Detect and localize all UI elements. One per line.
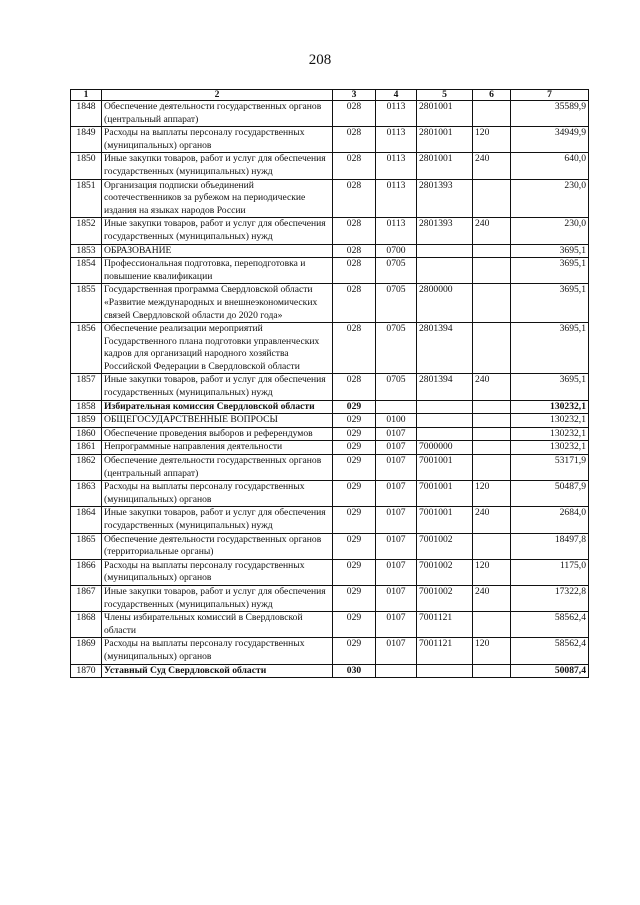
row-section-cell: 0107 [376, 507, 417, 533]
row-name-cell: Иные закупки товаров, работ и услуг для обеспечения государственных (муниципальных) нужд [102, 153, 333, 179]
row-value-cell: 3695,1 [511, 244, 589, 258]
row-section-cell: 0107 [376, 481, 417, 507]
table-row [71, 323, 589, 374]
row-code-cell: 029 [333, 612, 376, 638]
row-section-cell: 0107 [376, 533, 417, 559]
row-value-cell: 130232,1 [511, 427, 589, 441]
row-code-cell: 030 [333, 664, 376, 678]
table-row [71, 153, 589, 179]
row-code-cell: 029 [333, 441, 376, 455]
row-code-cell: 029 [333, 638, 376, 664]
row-name-cell: Организация подписки объединений соотечественников за рубежом на периодические издания на языках народов России [102, 179, 333, 218]
table-row [71, 179, 589, 218]
row-number-cell: 1857 [71, 374, 102, 400]
row-number-cell: 1859 [71, 414, 102, 428]
row-section-cell: 0113 [376, 179, 417, 218]
row-number-cell: 1850 [71, 153, 102, 179]
row-type-cell: 120 [473, 127, 511, 153]
row-section-cell: 0705 [376, 374, 417, 400]
row-value-cell: 1175,0 [511, 559, 589, 585]
row-target-cell: 2801394 [417, 323, 473, 374]
row-value-cell: 53171,9 [511, 455, 589, 481]
table-row [71, 127, 589, 153]
row-section-cell: 0113 [376, 153, 417, 179]
row-number-cell: 1869 [71, 638, 102, 664]
row-name-cell: Государственная программа Свердловской области «Развитие международных и внешнеэкономических связей Свердловской области до 2020 года» [102, 284, 333, 323]
row-value-cell: 58562,4 [511, 612, 589, 638]
row-code-cell: 029 [333, 559, 376, 585]
row-name-cell: Иные закупки товаров, работ и услуг для обеспечения государственных (муниципальных) нужд [102, 507, 333, 533]
row-code-cell: 029 [333, 585, 376, 611]
row-type-cell [473, 244, 511, 258]
row-value-cell: 3695,1 [511, 284, 589, 323]
table-row [71, 455, 589, 481]
row-value-cell: 130232,1 [511, 400, 589, 414]
table-row [71, 585, 589, 611]
table-row [71, 638, 589, 664]
row-target-cell: 2801394 [417, 374, 473, 400]
row-code-cell: 028 [333, 153, 376, 179]
row-code-cell: 029 [333, 533, 376, 559]
row-type-cell: 120 [473, 638, 511, 664]
row-target-cell [417, 414, 473, 428]
row-code-cell: 029 [333, 427, 376, 441]
header-col-7: 7 [511, 90, 589, 101]
row-section-cell: 0113 [376, 127, 417, 153]
row-name-cell: Расходы на выплаты персоналу государственных (муниципальных) органов [102, 559, 333, 585]
row-number-cell: 1868 [71, 612, 102, 638]
row-value-cell: 3695,1 [511, 258, 589, 284]
row-number-cell: 1863 [71, 481, 102, 507]
table-row [71, 244, 589, 258]
row-name-cell: Непрограммные направления деятельности [102, 441, 333, 455]
row-target-cell: 7001002 [417, 559, 473, 585]
row-section-cell: 0705 [376, 323, 417, 374]
row-section-cell: 0107 [376, 559, 417, 585]
row-code-cell: 028 [333, 179, 376, 218]
row-target-cell [417, 400, 473, 414]
row-code-cell: 029 [333, 455, 376, 481]
row-value-cell: 2684,0 [511, 507, 589, 533]
row-number-cell: 1860 [71, 427, 102, 441]
header-col-4: 4 [376, 90, 417, 101]
row-code-cell: 028 [333, 323, 376, 374]
row-value-cell: 50487,9 [511, 481, 589, 507]
row-section-cell: 0107 [376, 585, 417, 611]
row-number-cell: 1866 [71, 559, 102, 585]
header-col-2: 2 [102, 90, 333, 101]
row-section-cell: 0705 [376, 258, 417, 284]
row-section-cell: 0107 [376, 441, 417, 455]
table-row [71, 258, 589, 284]
row-value-cell: 17322,8 [511, 585, 589, 611]
row-code-cell: 029 [333, 481, 376, 507]
row-code-cell: 029 [333, 400, 376, 414]
table-row [71, 400, 589, 414]
row-type-cell [473, 612, 511, 638]
table-row [71, 612, 589, 638]
row-target-cell: 7001121 [417, 638, 473, 664]
row-target-cell: 7001001 [417, 481, 473, 507]
row-name-cell: Члены избирательных комиссий в Свердловской области [102, 612, 333, 638]
row-name-cell: Избирательная комиссия Свердловской области [102, 400, 333, 414]
page-number: 208 [308, 52, 332, 68]
row-value-cell: 18497,8 [511, 533, 589, 559]
row-target-cell: 2800000 [417, 284, 473, 323]
table-row [71, 427, 589, 441]
table-row [71, 441, 589, 455]
row-target-cell: 7001002 [417, 585, 473, 611]
row-type-cell: 240 [473, 374, 511, 400]
row-number-cell: 1858 [71, 400, 102, 414]
table-row [71, 101, 589, 127]
row-value-cell: 58562,4 [511, 638, 589, 664]
row-type-cell [473, 400, 511, 414]
row-value-cell: 50087,4 [511, 664, 589, 678]
table-row [71, 218, 589, 244]
row-section-cell: 0113 [376, 218, 417, 244]
row-value-cell: 230,0 [511, 179, 589, 218]
row-target-cell [417, 427, 473, 441]
row-name-cell: Профессиональная подготовка, переподготовка и повышение квалификации [102, 258, 333, 284]
row-name-cell: ОБЩЕГОСУДАРСТВЕННЫЕ ВОПРОСЫ [102, 414, 333, 428]
row-type-cell [473, 455, 511, 481]
row-target-cell: 2801393 [417, 179, 473, 218]
row-value-cell: 34949,9 [511, 127, 589, 153]
row-type-cell: 240 [473, 153, 511, 179]
row-value-cell: 130232,1 [511, 441, 589, 455]
row-type-cell [473, 533, 511, 559]
row-number-cell: 1865 [71, 533, 102, 559]
row-code-cell: 028 [333, 284, 376, 323]
table-row [71, 414, 589, 428]
row-number-cell: 1861 [71, 441, 102, 455]
row-section-cell: 0107 [376, 427, 417, 441]
row-number-cell: 1864 [71, 507, 102, 533]
row-section-cell: 0113 [376, 101, 417, 127]
row-name-cell: Обеспечение деятельности государственных органов (центральный аппарат) [102, 455, 333, 481]
table-row [71, 374, 589, 400]
row-name-cell: Обеспечение реализации мероприятий Государственного плана подготовки управленческих кадров для организаций народного хозяйства Российской Федерации в Свердловской области [102, 323, 333, 374]
row-number-cell: 1853 [71, 244, 102, 258]
row-section-cell: 0700 [376, 244, 417, 258]
row-value-cell: 130232,1 [511, 414, 589, 428]
row-section-cell: 0107 [376, 638, 417, 664]
row-type-cell: 120 [473, 481, 511, 507]
row-number-cell: 1855 [71, 284, 102, 323]
row-number-cell: 1851 [71, 179, 102, 218]
table-row [71, 664, 589, 678]
row-target-cell: 7001121 [417, 612, 473, 638]
row-code-cell: 028 [333, 127, 376, 153]
row-value-cell: 35589,9 [511, 101, 589, 127]
table-row [71, 559, 589, 585]
row-number-cell: 1849 [71, 127, 102, 153]
row-code-cell: 029 [333, 414, 376, 428]
row-type-cell [473, 284, 511, 323]
row-target-cell: 7001002 [417, 533, 473, 559]
row-type-cell: 120 [473, 559, 511, 585]
row-name-cell: Обеспечение деятельности государственных органов (центральный аппарат) [102, 101, 333, 127]
row-code-cell: 029 [333, 507, 376, 533]
row-number-cell: 1856 [71, 323, 102, 374]
row-target-cell: 7001001 [417, 455, 473, 481]
header-col-3: 3 [333, 90, 376, 101]
row-section-cell: 0100 [376, 414, 417, 428]
row-code-cell: 028 [333, 258, 376, 284]
row-section-cell: 0705 [376, 284, 417, 323]
row-number-cell: 1870 [71, 664, 102, 678]
row-name-cell: Расходы на выплаты персоналу государственных (муниципальных) органов [102, 127, 333, 153]
row-type-cell [473, 414, 511, 428]
row-target-cell [417, 664, 473, 678]
row-section-cell: 0107 [376, 612, 417, 638]
table-row [71, 533, 589, 559]
header-col-5: 5 [417, 90, 473, 101]
row-target-cell [417, 258, 473, 284]
row-type-cell [473, 441, 511, 455]
row-name-cell: Обеспечение проведения выборов и референдумов [102, 427, 333, 441]
row-target-cell: 2801393 [417, 218, 473, 244]
row-number-cell: 1852 [71, 218, 102, 244]
row-number-cell: 1848 [71, 101, 102, 127]
row-name-cell: Расходы на выплаты персоналу государственных (муниципальных) органов [102, 481, 333, 507]
row-target-cell: 7001001 [417, 507, 473, 533]
table-row [71, 507, 589, 533]
row-name-cell: Иные закупки товаров, работ и услуг для обеспечения государственных (муниципальных) нужд [102, 585, 333, 611]
row-section-cell [376, 400, 417, 414]
row-code-cell: 028 [333, 218, 376, 244]
row-type-cell [473, 427, 511, 441]
row-name-cell: Уставный Суд Свердловской области [102, 664, 333, 678]
row-value-cell: 3695,1 [511, 374, 589, 400]
row-name-cell: ОБРАЗОВАНИЕ [102, 244, 333, 258]
row-number-cell: 1854 [71, 258, 102, 284]
row-value-cell: 3695,1 [511, 323, 589, 374]
row-target-cell: 2801001 [417, 127, 473, 153]
header-col-1: 1 [71, 90, 102, 101]
row-type-cell [473, 101, 511, 127]
row-code-cell: 028 [333, 101, 376, 127]
row-target-cell: 2801001 [417, 101, 473, 127]
row-type-cell [473, 323, 511, 374]
row-type-cell: 240 [473, 585, 511, 611]
table-row [71, 284, 589, 323]
row-code-cell: 028 [333, 374, 376, 400]
row-target-cell: 2801001 [417, 153, 473, 179]
row-type-cell [473, 179, 511, 218]
row-target-cell: 7000000 [417, 441, 473, 455]
row-section-cell: 0107 [376, 455, 417, 481]
header-col-6: 6 [473, 90, 511, 101]
row-type-cell [473, 258, 511, 284]
row-name-cell: Расходы на выплаты персоналу государственных (муниципальных) органов [102, 638, 333, 664]
row-number-cell: 1867 [71, 585, 102, 611]
row-value-cell: 640,0 [511, 153, 589, 179]
row-name-cell: Иные закупки товаров, работ и услуг для обеспечения государственных (муниципальных) нужд [102, 218, 333, 244]
row-target-cell [417, 244, 473, 258]
row-name-cell: Обеспечение деятельности государственных органов (территориальные органы) [102, 533, 333, 559]
row-value-cell: 230,0 [511, 218, 589, 244]
row-section-cell [376, 664, 417, 678]
table-row [71, 481, 589, 507]
row-number-cell: 1862 [71, 455, 102, 481]
row-name-cell: Иные закупки товаров, работ и услуг для обеспечения государственных (муниципальных) нужд [102, 374, 333, 400]
row-code-cell: 028 [333, 244, 376, 258]
table-header-row [71, 90, 589, 101]
row-type-cell: 240 [473, 507, 511, 533]
row-type-cell: 240 [473, 218, 511, 244]
row-type-cell [473, 664, 511, 678]
budget-table [70, 89, 589, 678]
